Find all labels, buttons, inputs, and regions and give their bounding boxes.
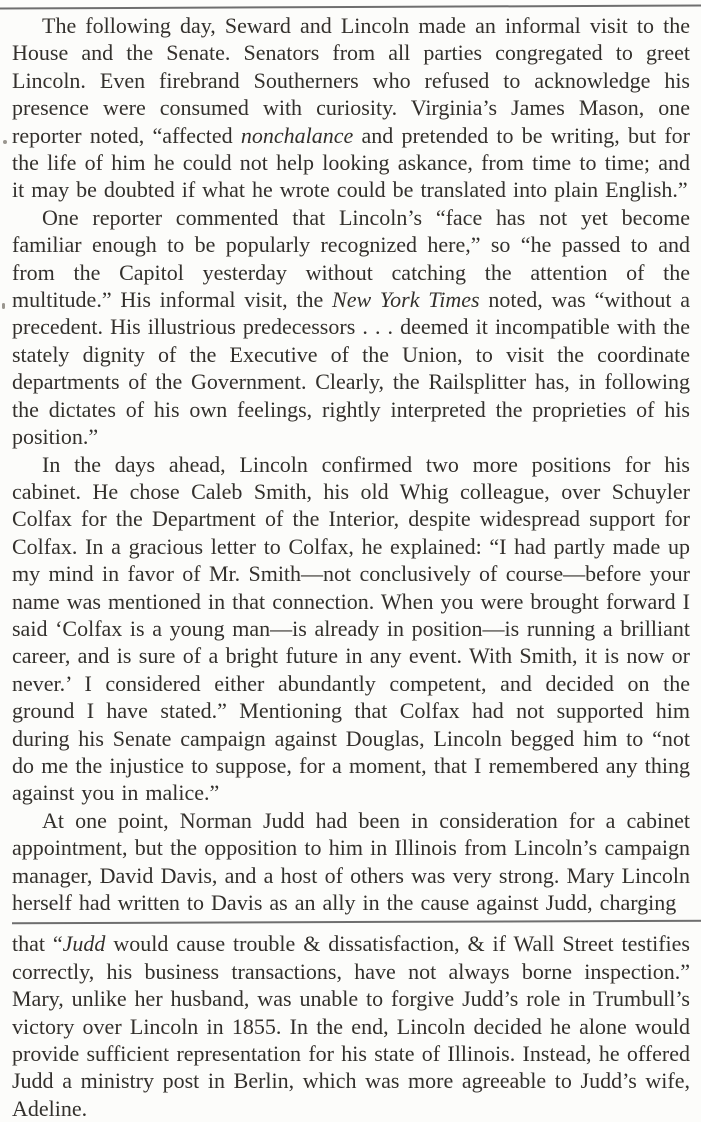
scan-speck xyxy=(2,303,5,309)
paragraph xyxy=(12,807,690,917)
text-run: and pretended to be writing, but for the life of him he could not help looking askance, from time to time; and it may be doubted if what he wrote could be translated into plain English.” xyxy=(12,122,690,203)
italic-run: New York Times xyxy=(332,287,480,313)
text-run: At one point, Norman Judd had been in consideration for a cabinet appointment, but the opposition to him in Illinois from Lincoln’s campaign manager, David Davis, and a host of others was very strong. Mary Lincoln herself had written to Davis as an ally in the cause against Judd, charging xyxy=(12,807,690,915)
paragraph xyxy=(12,204,690,451)
paragraph xyxy=(12,930,690,1122)
page-edge-rule xyxy=(0,4,701,9)
italic-run: nonchalance xyxy=(240,122,354,148)
text-run: noted, was “without a precedent. His illustrious predecessors . . . deemed it incompatible with the stately dignity of the Executive of the Union, to visit the coordinate departments of the Government. Clearly, the Railsplitter has, in following the dictates of his own feelings, rightly interpreted the proprieties of his position.” xyxy=(12,287,690,450)
text-run: that “ xyxy=(12,931,63,957)
text-run: The following day, Seward and Lincoln made an informal visit to the House and the Senate. Senators from all parties congregated to greet Lincoln. Even firebrand Southerners who refused to acknowledge his presence were consumed with curiosity. Virginia’s James Mason, one reporter noted, “affected xyxy=(12,13,690,148)
italic-run: Judd xyxy=(62,931,106,957)
scan-speck xyxy=(3,140,7,144)
paragraph xyxy=(12,12,690,204)
text-run: One reporter commented that Lincoln’s “face has not yet become familiar enough to be popularly recognized here,” so “he passed to and from the Capitol yesterday without catching the attention of the multitude.” His informal visit, the xyxy=(12,204,690,313)
page-boundary-rule xyxy=(12,920,701,924)
text-run: would cause trouble & dissatisfaction, & if Wall Street testifies correctly, his business transactions, have not always borne inspection.” Mary, unlike her husband, was unable to forgive Judd’s role in Trumbull’s victory over Lincoln in 1855. In the end, Lincoln decided he alone would provide sufficient representation for his state of Illinois. Instead, he offered Judd a ministry post in Berlin, which was more agreeable to Judd’s wife, Adeline. xyxy=(12,931,690,1121)
text-run: In the days ahead, Lincoln confirmed two more positions for his cabinet. He chose Caleb Smith, his old Whig colleague, over Schuyler Colfax for the Department of the Interior, despite widespread support for Colfax. In a gracious letter to Colfax, he explained: “I had partly made up my mind in favor of Mr. Smith—not conclusively of course—before your name was mentioned in that connection. When you were brought forward I said ‘Colfax is a young man—is already in position—is running a brilliant career, and is sure of a bright future in any event. With Smith, it is now or never.’ I considered either abundantly competent, and decided on the ground I have stated.” Mentioning that Colfax had not supported him during his Senate campaign against Douglas, Lincoln begged him to “not do me the injustice to suppose, for a moment, that I remembered any thing against you in malice.” xyxy=(12,451,690,806)
text-block xyxy=(0,12,701,1122)
paragraph xyxy=(12,451,690,807)
